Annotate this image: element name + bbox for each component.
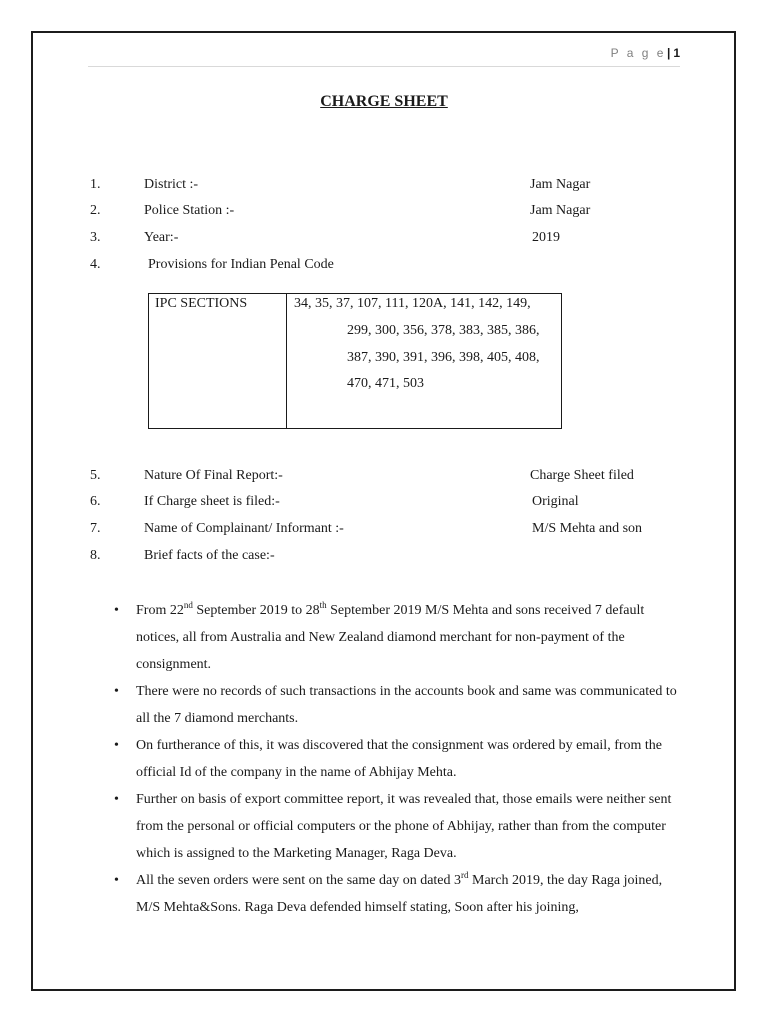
bullet-icon: • (114, 792, 119, 807)
ipc-sections-table (148, 293, 562, 429)
ipc-sections-header: IPC SECTIONS (155, 296, 248, 311)
item-brief-facts (0, 548, 768, 568)
fact-text: There were no records of such transactions in the accounts book and same was communicated to all the 7 diamond merchants. (136, 684, 677, 726)
item-label: Provisions for Indian Penal Code (148, 257, 334, 272)
ordinal-suffix: rd (461, 870, 469, 880)
item-number: 4. (90, 257, 101, 272)
item-value: Charge Sheet filed (530, 468, 634, 483)
page-separator: | (666, 46, 671, 60)
table-divider (286, 294, 287, 428)
item-district (0, 177, 768, 197)
item-label: Brief facts of the case:- (144, 548, 275, 563)
item-charge-sheet-filed (0, 494, 768, 514)
item-number: 1. (90, 177, 101, 192)
item-label: Name of Complainant/ Informant :- (144, 521, 344, 536)
item-provisions (0, 257, 768, 277)
item-complainant (0, 521, 768, 541)
item-number: 7. (90, 521, 101, 536)
item-label: Police Station :- (144, 203, 235, 218)
item-value: 2019 (532, 230, 560, 245)
list-item (110, 867, 680, 921)
item-number: 2. (90, 203, 101, 218)
bullet-icon: • (114, 684, 119, 699)
list-item (110, 678, 680, 732)
ordinal-suffix: nd (183, 600, 193, 610)
fact-text: September 2019 M/S Mehta and sons received 7 default notices, all from Australia and New Zealand diamond merchant for non-payment of the consignment. (136, 603, 645, 672)
document-title: CHARGE SHEET (320, 93, 448, 110)
ordinal-suffix: th (319, 600, 327, 610)
fact-text: From 22 (136, 603, 184, 618)
item-label: If Charge sheet is filed:- (144, 494, 280, 509)
ipc-sections-line: 387, 390, 391, 396, 398, 405, 408, (347, 350, 540, 365)
list-item (110, 597, 680, 678)
bullet-icon: • (114, 873, 119, 888)
item-value: Jam Nagar (530, 177, 591, 192)
fact-text: All the seven orders were sent on the same day on dated 3 (136, 873, 462, 888)
page-number: 1 (673, 46, 680, 60)
list-item (110, 786, 680, 867)
page-header (88, 46, 680, 67)
facts-list (110, 597, 680, 921)
ipc-sections-line: 470, 471, 503 (347, 376, 424, 391)
item-value: Original (532, 494, 579, 509)
item-value: M/S Mehta and son (532, 521, 643, 536)
ipc-sections-line: 299, 300, 356, 378, 383, 385, 386, (347, 323, 540, 338)
item-label: Nature Of Final Report:- (144, 468, 283, 483)
bullet-icon: • (114, 738, 119, 753)
item-value: Jam Nagar (530, 203, 591, 218)
item-number: 5. (90, 468, 101, 483)
page-label: P a g e (610, 46, 666, 60)
fact-text: On furtherance of this, it was discovered that the consignment was ordered by email, from the official Id of the company in the name of Abhijay Mehta. (136, 738, 663, 780)
bullet-icon: • (114, 603, 119, 618)
item-label: Year:- (144, 230, 179, 245)
item-police-station (0, 203, 768, 223)
ipc-sections-line: 34, 35, 37, 107, 111, 120A, 141, 142, 149, (294, 296, 531, 311)
fact-text: September 2019 to 28 (192, 603, 320, 618)
item-nature-of-report (0, 468, 768, 488)
list-item (110, 732, 680, 786)
item-number: 8. (90, 548, 101, 563)
item-label: District :- (144, 177, 199, 192)
fact-text: March 2019, the day Raga joined, M/S Mehta&Sons. Raga Deva defended himself stating, Soon after his joining, (136, 873, 663, 915)
item-number: 3. (90, 230, 101, 245)
item-year (0, 230, 768, 250)
fact-text: Further on basis of export committee report, it was revealed that, those emails were neither sent from the personal or official computers or the phone of Abhijay, rather than from the computer which is assigned to the Marketing Manager, Raga Deva. (136, 792, 672, 861)
item-number: 6. (90, 494, 101, 509)
